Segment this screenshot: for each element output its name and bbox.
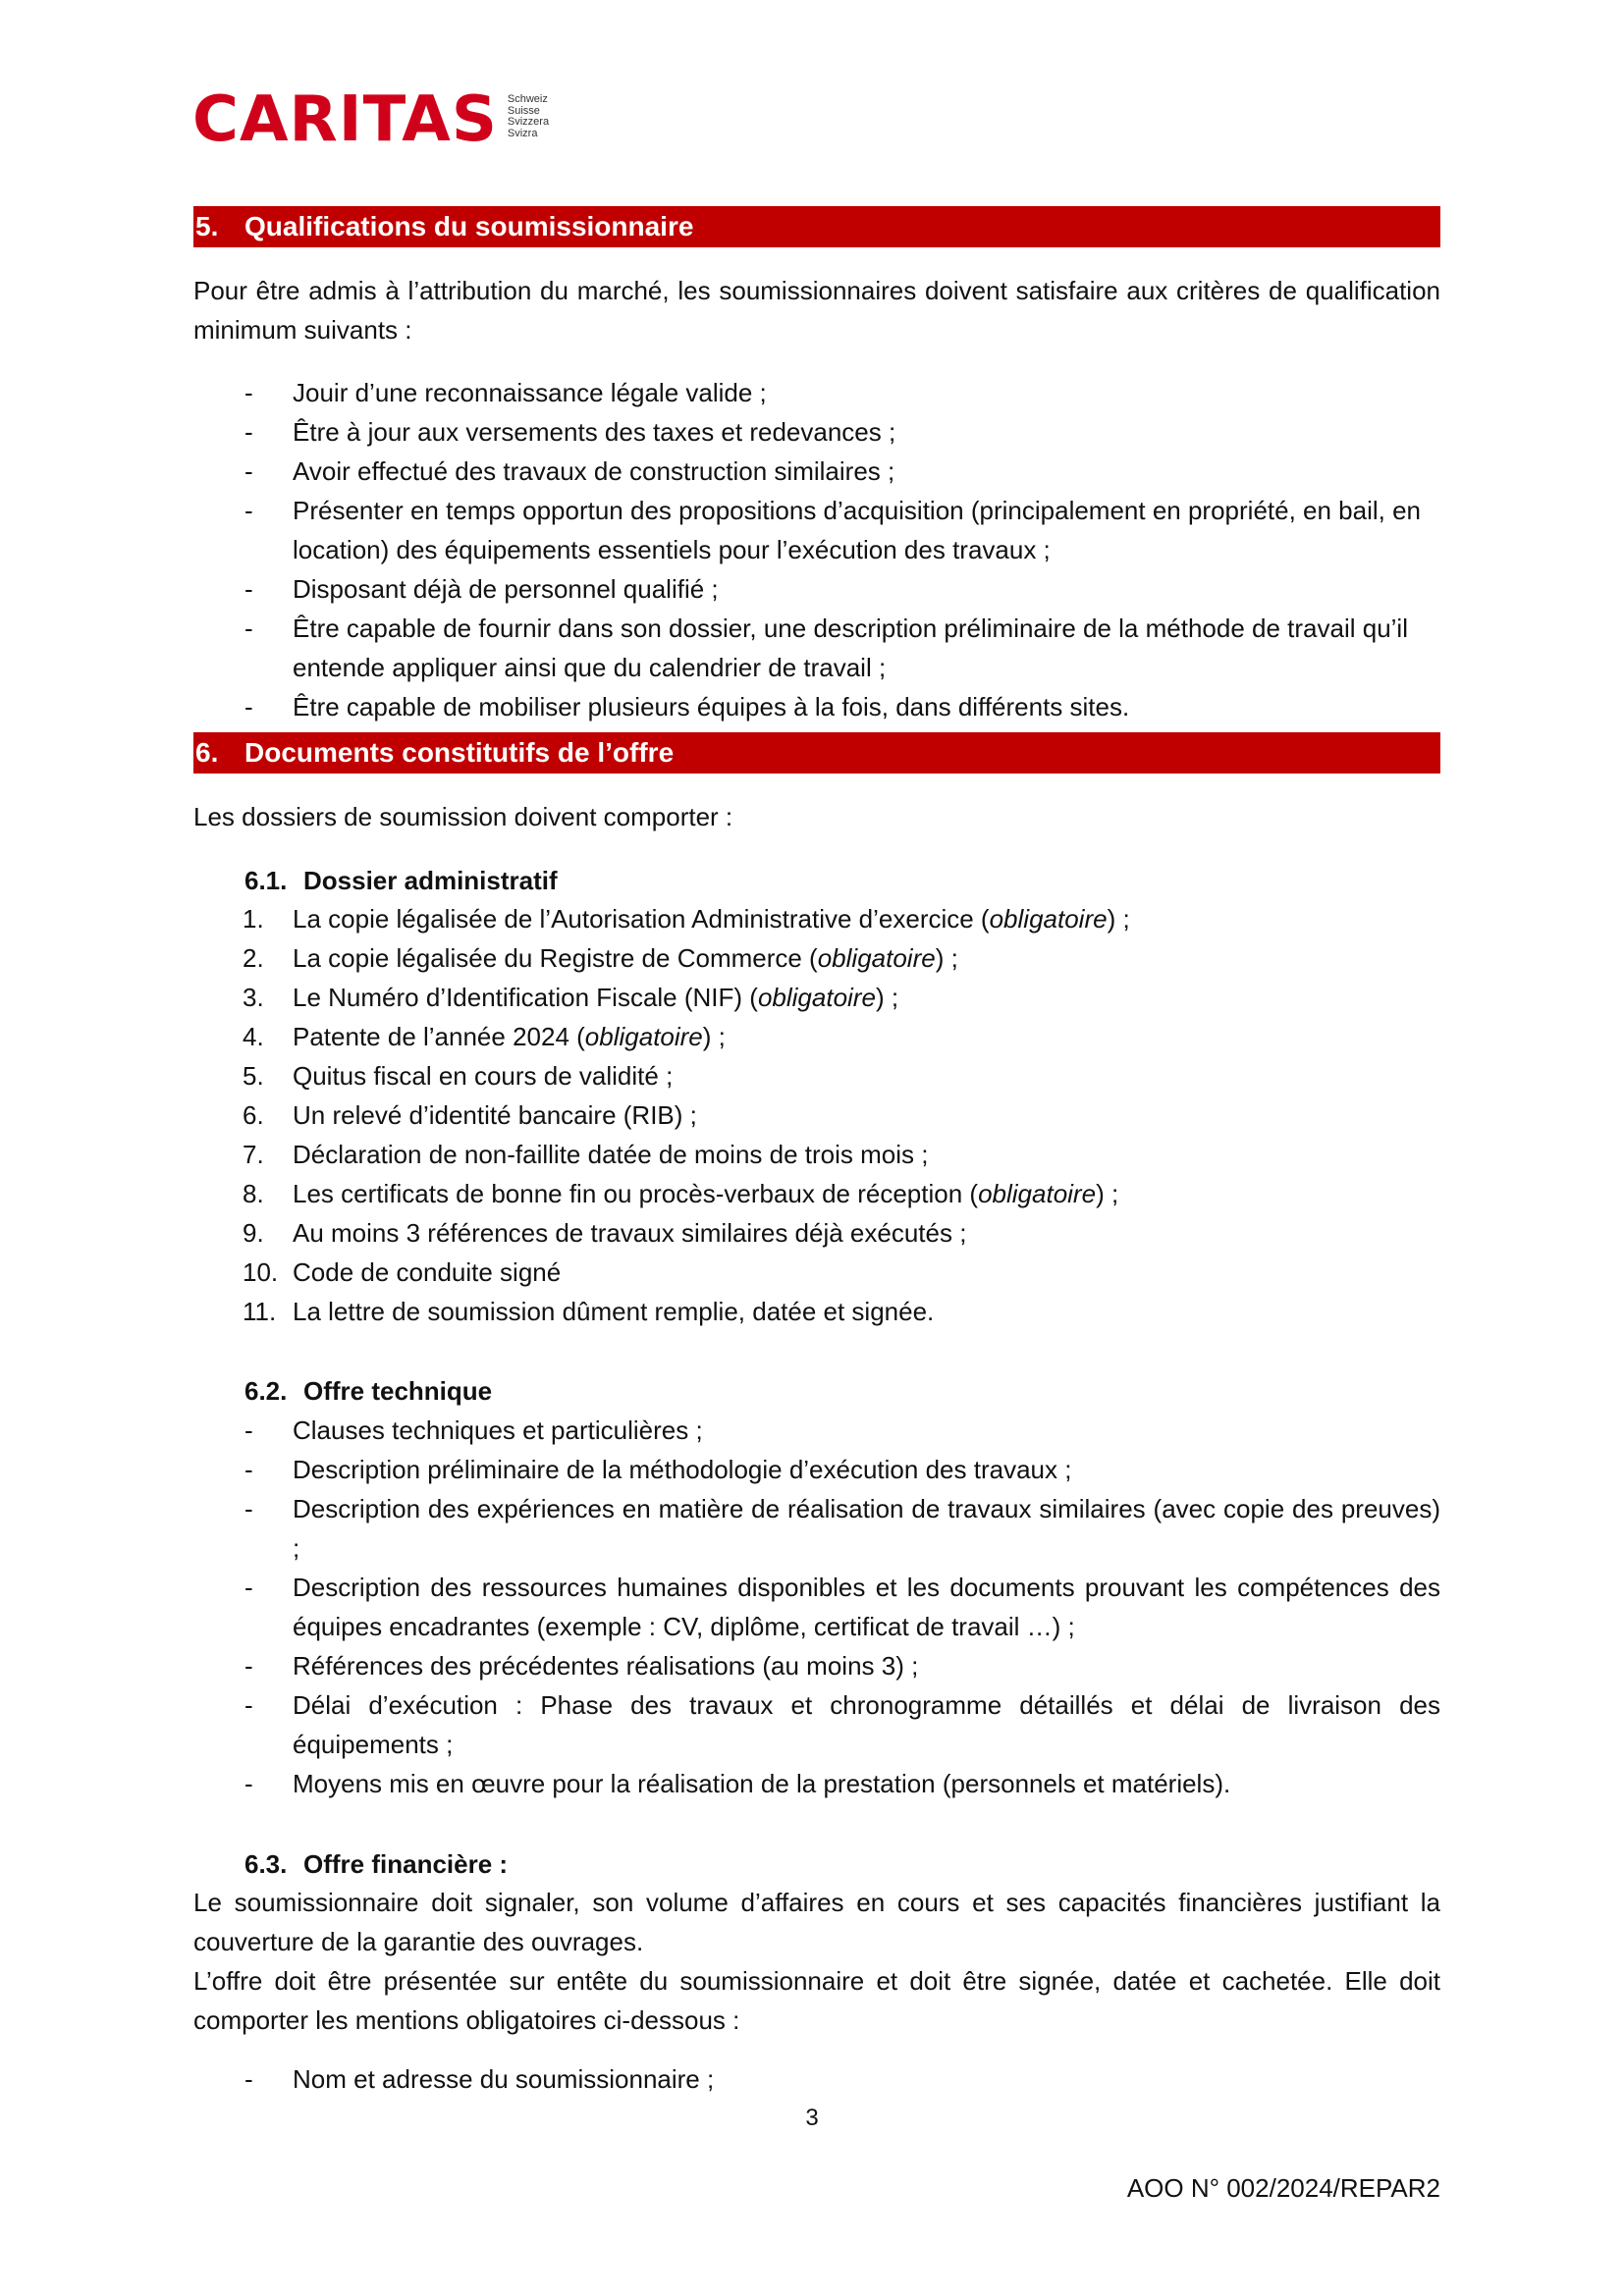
item-number: 7.	[243, 1140, 264, 1169]
subsection-title: Offre financière :	[303, 1849, 509, 1879]
bullet: -	[244, 692, 253, 721]
list-item	[193, 569, 1440, 609]
bullet: -	[244, 1415, 253, 1445]
list-item	[193, 687, 1440, 726]
list-item-text: Moyens mis en œuvre pour la réalisation de la prestation (personnels et matériels).	[293, 1769, 1231, 1798]
list-item-text: Description préliminaire de la méthodologie d’exécution des travaux ;	[293, 1455, 1072, 1484]
logo-language: Suisse	[507, 104, 540, 117]
list-item	[193, 1017, 1440, 1056]
bullet: -	[244, 2064, 253, 2094]
list-item	[193, 1135, 1440, 1174]
item-text: Quitus fiscal en cours de validité ;	[293, 1061, 674, 1091]
list-item	[193, 1213, 1440, 1253]
item-text: La copie légalisée de l’Autorisation Administrative d’exercice (	[293, 904, 990, 934]
list-item	[193, 938, 1440, 978]
list-item-text: Description des ressources humaines disponibles et les documents prouvant les compétences des équipes encadrantes (exemple : CV, diplôme, certificat de travail …) ;	[293, 1573, 1440, 1641]
financial-offer-paragraph: L’offre doit être présentée sur entête du soumissionnaire et doit être signée, datée et cachetée. Elle doit comporter les mentions obligatoires ci-dessous :	[193, 1966, 1440, 2035]
list-item	[193, 978, 1440, 1017]
item-emphasis: obligatoire	[817, 943, 936, 973]
list-item	[193, 899, 1440, 938]
caritas-logo	[192, 83, 550, 156]
item-text: La copie légalisée du Registre de Commerce (	[293, 943, 818, 973]
item-number: 4.	[243, 1022, 264, 1051]
item-text: Un relevé d’identité bancaire (RIB) ;	[293, 1100, 697, 1130]
item-text-end: ) ;	[1096, 1179, 1119, 1208]
subsection-title: Dossier administratif	[303, 866, 558, 895]
item-text-end: ) ;	[935, 943, 958, 973]
list-item	[193, 1056, 1440, 1095]
list-item-text: Nom et adresse du soumissionnaire ;	[293, 2064, 715, 2094]
list-item-text: Être capable de fournir dans son dossier, une description préliminaire de la méthode de travail qu’il entende appliquer ainsi que du calendrier de travail ;	[293, 614, 1408, 682]
list-item-text: Être capable de mobiliser plusieurs équipes à la fois, dans différents sites.	[293, 692, 1130, 721]
bullet: -	[244, 456, 253, 486]
qualification-list	[193, 373, 1440, 726]
bullet: -	[244, 417, 253, 447]
section-title: Qualifications du soumissionnaire	[244, 211, 694, 241]
item-emphasis: obligatoire	[757, 983, 876, 1012]
list-item	[193, 1685, 1440, 1764]
item-text-end: ) ;	[1107, 904, 1130, 934]
item-emphasis: obligatoire	[584, 1022, 703, 1051]
item-number: 6.	[243, 1100, 264, 1130]
item-text: La lettre de soumission dûment remplie, datée et signée.	[293, 1297, 935, 1326]
item-text: Le Numéro d’Identification Fiscale (NIF) (	[293, 983, 758, 1012]
list-item	[193, 412, 1440, 452]
list-item-text: Description des expériences en matière de réalisation de travaux similaires (avec copie des preuves) ;	[293, 1494, 1440, 1563]
item-number: 10.	[243, 1257, 279, 1287]
item-number: 5.	[243, 1061, 264, 1091]
list-item-text: Jouir d’une reconnaissance légale valide ;	[293, 378, 767, 407]
list-item	[193, 1095, 1440, 1135]
logo-wordmark: CARITAS	[192, 83, 498, 156]
subsection-6-2-heading	[244, 1371, 492, 1411]
list-item	[193, 491, 1440, 569]
mandatory-mentions-list	[193, 2059, 1440, 2099]
item-emphasis: obligatoire	[989, 904, 1108, 934]
document-reference: AOO N° 002/2024/REPAR2	[1126, 2173, 1440, 2203]
item-text-end: ) ;	[702, 1022, 726, 1051]
bullet: -	[244, 574, 253, 604]
section-6-heading	[193, 732, 1440, 774]
bullet: -	[244, 496, 253, 525]
subsection-6-3-heading	[244, 1844, 508, 1884]
list-item-text: Avoir effectué des travaux de construction similaires ;	[293, 456, 895, 486]
item-text: Patente de l’année 2024 (	[293, 1022, 585, 1051]
item-text: Les certificats de bonne fin ou procès-verbaux de réception (	[293, 1179, 979, 1208]
subsection-title: Offre technique	[303, 1376, 493, 1406]
list-item	[193, 1292, 1440, 1331]
bullet: -	[244, 1769, 253, 1798]
subsection-number: 6.2.	[244, 1376, 288, 1406]
list-item	[193, 1489, 1440, 1568]
list-item-text: Présenter en temps opportun des propositions d’acquisition (principalement en propriété, en bail, en location) des équipements essentiels pour l’exécution des travaux ;	[293, 496, 1422, 564]
bullet: -	[244, 1455, 253, 1484]
bullet: -	[244, 1573, 253, 1602]
item-number: 3.	[243, 983, 264, 1012]
section-number: 5.	[195, 211, 219, 241]
list-item	[193, 1411, 1440, 1450]
item-number: 9.	[243, 1218, 264, 1248]
item-number: 2.	[243, 943, 264, 973]
item-emphasis: obligatoire	[978, 1179, 1097, 1208]
logo-language: Svizra	[507, 127, 538, 139]
item-text-end: ) ;	[875, 983, 899, 1012]
subsection-number: 6.1.	[244, 866, 288, 895]
list-item	[193, 373, 1440, 412]
list-item	[193, 452, 1440, 491]
section-title: Documents constitutifs de l’offre	[244, 737, 675, 768]
financial-offer-paragraph: Le soumissionnaire doit signaler, son volume d’affaires en cours et ses capacités financières justifiant la couverture de la garantie des ouvrages.	[193, 1888, 1440, 1956]
subsection-6-1-heading	[244, 861, 558, 900]
technical-offer-list	[193, 1411, 1440, 1803]
list-item	[193, 1174, 1440, 1213]
bullet: -	[244, 1690, 253, 1720]
list-item	[193, 1646, 1440, 1685]
list-item	[193, 1568, 1440, 1646]
list-item	[193, 609, 1440, 687]
bullet: -	[244, 614, 253, 643]
list-item-text: Clauses techniques et particulières ;	[293, 1415, 703, 1445]
list-item-text: Disposant déjà de personnel qualifié ;	[293, 574, 719, 604]
section-5-heading	[193, 206, 1440, 247]
item-number: 1.	[243, 904, 264, 934]
logo-languages	[508, 94, 549, 139]
list-item-text: Être à jour aux versements des taxes et redevances ;	[293, 417, 896, 447]
logo-language: Schweiz	[507, 93, 548, 105]
bullet: -	[244, 378, 253, 407]
item-number: 11.	[243, 1297, 277, 1326]
administrative-documents-list	[193, 899, 1440, 1331]
item-text: Déclaration de non-faillite datée de moins de trois mois ;	[293, 1140, 929, 1169]
subsection-number: 6.3.	[244, 1849, 288, 1879]
list-item-text: Délai d’exécution : Phase des travaux et chronogramme détaillés et délai de livraison des équipements ;	[293, 1690, 1440, 1759]
section-6-intro: Les dossiers de soumission doivent comporter :	[193, 802, 733, 831]
section-5-intro: Pour être admis à l’attribution du marché, les soumissionnaires doivent satisfaire aux critères de qualification minimum suivants :	[193, 276, 1440, 345]
list-item-text: Références des précédentes réalisations (au moins 3) ;	[293, 1651, 919, 1681]
list-item	[193, 2059, 1440, 2099]
list-item	[193, 1450, 1440, 1489]
logo-language: Svizzera	[507, 116, 550, 128]
bullet: -	[244, 1494, 253, 1523]
item-text: Au moins 3 références de travaux similaires déjà exécutés ;	[293, 1218, 967, 1248]
list-item	[193, 1253, 1440, 1292]
section-number: 6.	[195, 737, 219, 768]
list-item	[193, 1764, 1440, 1803]
bullet: -	[244, 1651, 253, 1681]
item-text: Code de conduite signé	[293, 1257, 562, 1287]
item-number: 8.	[243, 1179, 264, 1208]
page-number: 3	[805, 2105, 819, 2131]
